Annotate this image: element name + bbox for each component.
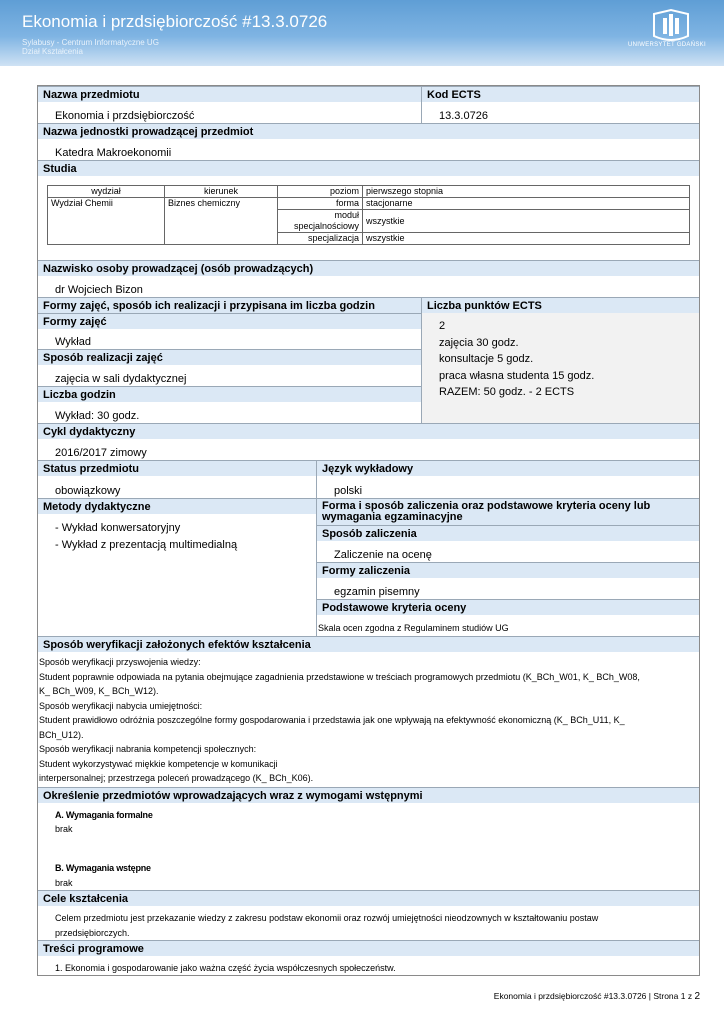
verification-line-8: Student wykorzystywać miękkie kompetencje w komunikacji <box>39 759 278 769</box>
lecturer-header: Nazwisko osoby prowadzącej (osób prowadzących) <box>38 260 699 276</box>
assessment-header <box>317 498 699 525</box>
course-name-header: Nazwa przedmiotu <box>38 86 421 102</box>
goals-line-1: Celem przedmiotu jest przekazanie wiedzy z zakresu podstaw ekonomii oraz rozwój umiejętności nieodzownych w kształtowaniu postaw <box>55 913 599 923</box>
content-item-1: 1. Ekonomia i gospodarowanie jako ważna część życia współczesnych społeczeństw. <box>55 963 396 973</box>
faculty-label: wydział <box>48 186 165 198</box>
verification-line-6: BCh_U12). <box>39 730 84 740</box>
major-value: Biznes chemiczny <box>165 198 278 245</box>
cycle-header: Cykl dydaktyczny <box>38 423 699 439</box>
module-value: wszystkie <box>363 210 690 233</box>
goals-header: Cele kształcenia <box>38 890 699 906</box>
ects-code: 13.3.0726 <box>439 110 488 122</box>
unit-name: Katedra Makroekonomii <box>55 147 172 159</box>
verification-line-5: Student prawidłowo odróżnia poszczególne formy gospodarowania i przedstawia jak one wpływają na efektywność ekonomiczną (K_ BCh_U11, K_ <box>39 715 625 725</box>
status-header: Status przedmiotu <box>38 460 316 476</box>
module-label-line-1: moduł <box>334 210 359 220</box>
verification-line-2: Student poprawnie odpowiada na pytania obejmujące zagadnienia przedstawione w treściach programowych przedmiotu (K_BCh_W01, K_ BCh_W08, <box>39 672 640 682</box>
studia-table <box>47 185 690 245</box>
assessment-method-header: Sposób zaliczenia <box>317 525 699 541</box>
goals-line-2: przedsiębiorczych. <box>55 928 130 938</box>
ects-panel <box>422 313 699 423</box>
forms-subheader: Formy zajęć <box>38 313 421 329</box>
forms-header: Formy zajęć, sposób ich realizacji i przypisana im liczba godzin <box>38 297 421 313</box>
banner-subtitle-line-1: Sylabusy - Centrum Informatyczne UG <box>22 38 159 47</box>
methods-header: Metody dydaktyczne <box>38 498 316 514</box>
form-label: forma <box>278 198 363 210</box>
ects-line-3: praca własna studenta 15 godz. <box>439 370 595 382</box>
language-value: polski <box>334 485 363 497</box>
ects-points-header: Liczba punktów ECTS <box>422 297 699 313</box>
ects-code-header: Kod ECTS <box>422 86 699 102</box>
assessment-forms-header: Formy zaliczenia <box>317 562 699 578</box>
specialization-value: wszystkie <box>363 233 690 245</box>
unit-header: Nazwa jednostki prowadzącej przedmiot <box>38 123 699 139</box>
method-value: zajęcia w sali dydaktycznej <box>55 373 187 385</box>
method-subheader: Sposób realizacji zajęć <box>38 349 421 365</box>
formal-requirements-label: A. Wymagania formalne <box>55 810 153 820</box>
status-value: obowiązkowy <box>55 485 121 497</box>
footer-page-count: 2 <box>694 991 700 1002</box>
ects-line-1: zajęcia 30 godz. <box>439 337 519 349</box>
faculty-value: Wydział Chemii <box>48 198 165 245</box>
header-banner <box>0 0 724 66</box>
verification-line-3: K_ BCh_W09, K_ BCh_W12). <box>39 686 159 696</box>
cycle-value: 2016/2017 zimowy <box>55 447 147 459</box>
major-label: kierunek <box>165 186 278 198</box>
verification-line-9: interpersonalnej; przestrzega poleceń prowadzącego (K_ BCh_K06). <box>39 773 314 783</box>
divider <box>421 86 422 123</box>
language-header: Język wykładowy <box>317 460 699 476</box>
prerequisites-header: Określenie przedmiotów wprowadzających wraz z wymogami wstępnymi <box>38 787 699 803</box>
page-title: Ekonomia i przdsiębiorczość #13.3.0726 <box>22 12 328 31</box>
hours-value: Wykład: 30 godz. <box>55 410 140 422</box>
level-label: poziom <box>278 186 363 198</box>
form-value: stacjonarne <box>363 198 690 210</box>
verification-line-4: Sposób weryfikacji nabycia umiejętności: <box>39 701 203 711</box>
content-header: Treści programowe <box>38 940 699 956</box>
initial-requirements-label: B. Wymagania wstępne <box>55 863 151 873</box>
banner-subtitle-line-2: Dział Kształcenia <box>22 47 83 56</box>
module-label-line-2: specjalnościowy <box>293 221 359 231</box>
formal-requirements-value: brak <box>55 824 73 834</box>
assessment-forms-value: egzamin pisemny <box>334 586 420 598</box>
logo-caption: UNIWERSYTET GDAŃSKI <box>628 42 706 48</box>
course-name: Ekonomia i przdsiębiorczość <box>55 110 195 122</box>
initial-requirements-value: brak <box>55 878 73 888</box>
forms-value: Wykład <box>55 336 91 348</box>
level-value: pierwszego stopnia <box>363 186 690 198</box>
verification-line-1: Sposób weryfikacji przyswojenia wiedzy: <box>39 657 201 667</box>
verification-header: Sposób weryfikacji założonych efektów kształcenia <box>38 636 699 652</box>
specialization-label: specjalizacja <box>278 233 363 245</box>
method-item-2: - Wykład z prezentacją multimedialną <box>55 539 238 551</box>
criteria-header: Podstawowe kryteria oceny <box>317 599 699 615</box>
assessment-header-line-1: Forma i sposób zaliczenia oraz podstawowe kryteria oceny lub <box>322 500 651 512</box>
assessment-method-value: Zaliczenie na ocenę <box>334 549 432 561</box>
lecturer-name: dr Wojciech Bizon <box>55 284 143 296</box>
hours-subheader: Liczba godzin <box>38 386 421 402</box>
verification-line-7: Sposób weryfikacji nabrania kompetencji społecznych: <box>39 744 257 754</box>
ects-line-2: konsultacje 5 godz. <box>439 353 534 365</box>
footer-text: Ekonomia i przdsiębiorczość #13.3.0726 | Strona 1 z <box>493 991 695 1001</box>
banner-subtitle <box>22 38 159 56</box>
ects-points: 2 <box>439 320 446 332</box>
criteria-value: Skala ocen zgodna z Regulaminem studiów UG <box>318 623 509 633</box>
studia-header: Studia <box>38 160 699 176</box>
method-item-1: - Wykład konwersatoryjny <box>55 522 181 534</box>
page-footer <box>494 991 700 1002</box>
assessment-header-line-2: wymagania egzaminacyjne <box>322 511 463 523</box>
module-label <box>278 210 363 233</box>
ects-line-4: RAZEM: 50 godz. - 2 ECTS <box>439 386 575 398</box>
